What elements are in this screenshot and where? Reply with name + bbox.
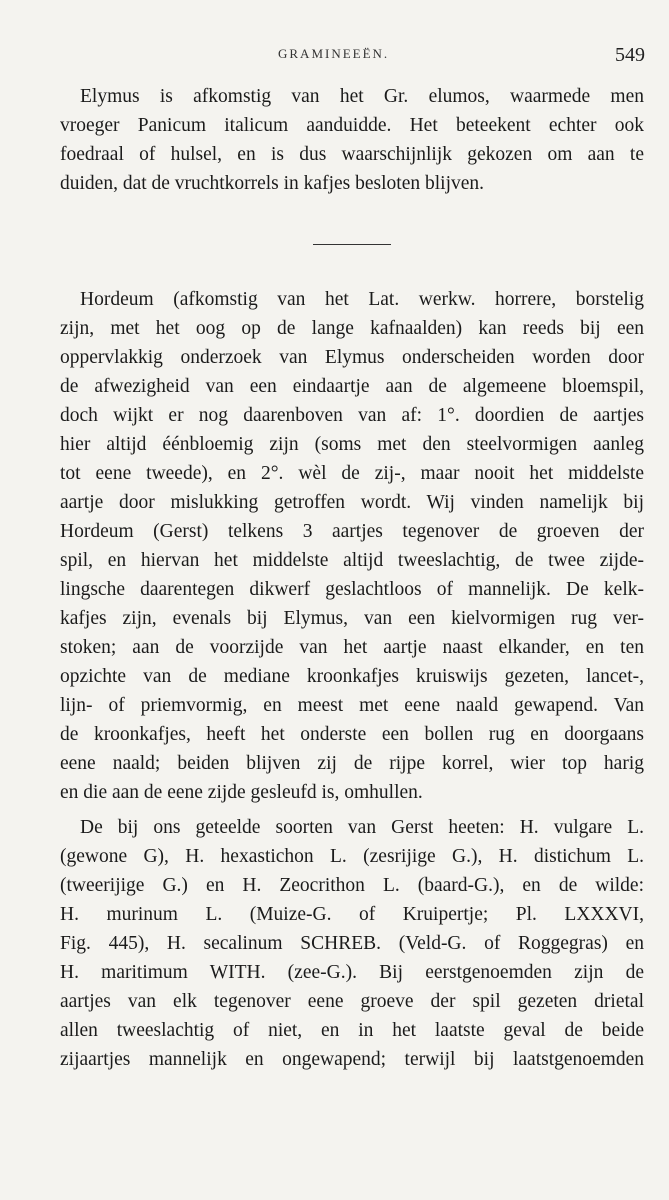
text-line: eene naald; beiden blijven zij de rijpe korrel, wier top harig xyxy=(60,753,644,774)
section-divider xyxy=(313,244,391,245)
page-header xyxy=(0,44,669,74)
text-line: allen tweeslachtig of niet, en in het laatste geval de beide xyxy=(60,1020,644,1041)
body-text xyxy=(60,82,644,1074)
text-line: H. maritimum WITH. (zee-G.). Bij eerstgenoemden zijn de xyxy=(60,962,644,983)
text-line: foedraal of hulsel, en is dus waarschijnlijk gekozen om aan te xyxy=(60,144,644,165)
text-line: hier altijd éénbloemig zijn (soms met den steelvormigen aanleg xyxy=(60,434,644,455)
paragraph-elymus xyxy=(60,82,644,198)
text-line: de afwezigheid van een eindaartje aan de algemeene bloemspil, xyxy=(60,376,644,397)
text-line: spil, en hiervan het middelste altijd tweeslachtig, de twee zijde- xyxy=(60,550,644,571)
text-line: zijn, met het oog op de lange kafnaalden) kan reeds bij een xyxy=(60,318,644,339)
text-line: duiden, dat de vruchtkorrels in kafjes besloten blijven. xyxy=(60,173,485,194)
text-line: Elymus is afkomstig van het Gr. elumos, waarmede men xyxy=(80,86,644,107)
text-line: opzichte van de mediane kroonkafjes kruiswijs gezeten, lancet-, xyxy=(60,666,644,687)
text-line: lijn- of priemvormig, en meest met eene naald gewapend. Van xyxy=(60,695,644,716)
text-line: tot eene tweede), en 2°. wèl de zij-, maar nooit het middelste xyxy=(60,463,644,484)
text-line: De bij ons geteelde soorten van Gerst heeten: H. vulgare L. xyxy=(80,817,644,838)
text-line: en die aan de eene zijde gesleufd is, omhullen. xyxy=(60,782,423,803)
text-line: Hordeum (Gerst) telkens 3 aartjes tegenover de groeven der xyxy=(60,521,644,542)
text-line: (gewone G), H. hexastichon L. (zesrijige G.), H. distichum L. xyxy=(60,846,644,867)
text-line: stoken; aan de voorzijde van het aartje naast elkander, en ten xyxy=(60,637,644,658)
text-line: vroeger Panicum italicum aanduidde. Het beteekent echter ook xyxy=(60,115,644,136)
text-line: doch wijkt er nog daarenboven van af: 1°. doordien de aartjes xyxy=(60,405,644,426)
page-number: 549 xyxy=(615,44,645,66)
paragraph-gerst-soorten xyxy=(60,813,644,1074)
text-line: H. murinum L. (Muize-G. of Kruipertje; Pl. LXXXVI, xyxy=(60,904,644,925)
text-line: zijaartjes mannelijk en ongewapend; terwijl bij laatstgenoemden xyxy=(60,1049,644,1070)
text-line: lingsche daarentegen dikwerf geslachtloos of mannelijk. De kelk- xyxy=(60,579,644,600)
running-head: GRAMINEEËN. xyxy=(278,46,390,61)
text-line: oppervlakkig onderzoek van Elymus onderscheiden worden door xyxy=(60,347,644,368)
text-line: Hordeum (afkomstig van het Lat. werkw. horrere, borstelig xyxy=(80,289,644,310)
text-line: kafjes zijn, evenals bij Elymus, van een kielvormigen rug ver- xyxy=(60,608,644,629)
text-line: aartje door mislukking getroffen wordt. Wij vinden namelijk bij xyxy=(60,492,644,513)
text-line: de kroonkafjes, heeft het onderste een bollen rug en doorgaans xyxy=(60,724,644,745)
text-line: (tweerijige G.) en H. Zeocrithon L. (baard-G.), en de wilde: xyxy=(60,875,644,896)
paragraph-hordeum xyxy=(60,285,644,807)
text-line: aartjes van elk tegenover eene groeve der spil gezeten drietal xyxy=(60,991,644,1012)
text-line: Fig. 445), H. secalinum SCHREB. (Veld-G. of Roggegras) en xyxy=(60,933,644,954)
